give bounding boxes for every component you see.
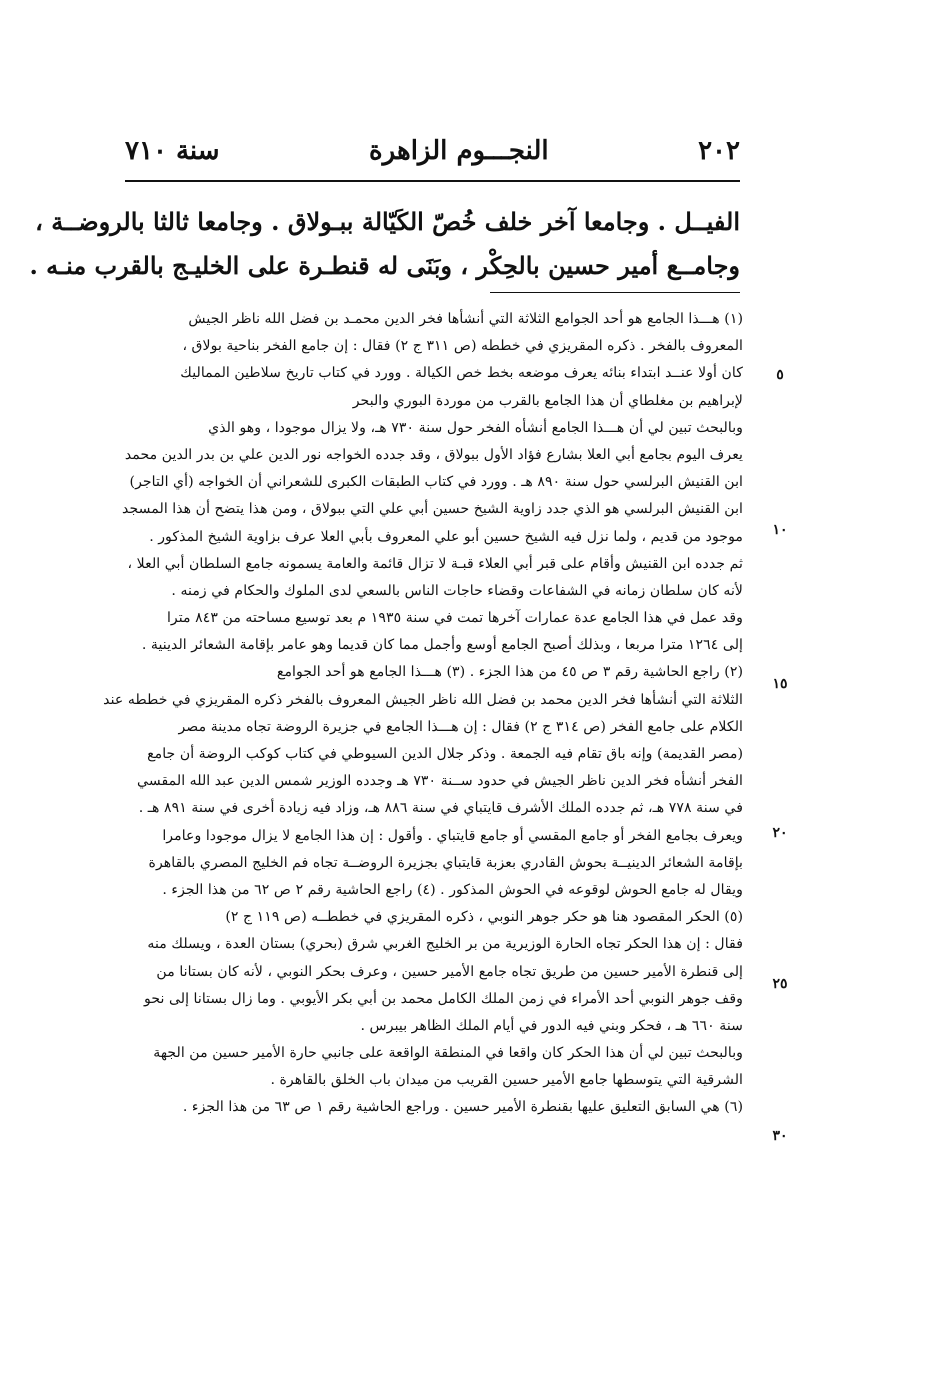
footnote-line: (٢) راجع الحاشية رقم ٣ ص ٤٥ من هذا الجزء . (٣) هـــذا الجامع هو أحد الجوامع (276, 664, 743, 681)
footnote-line: (٥) الحكر المقصود هنا هو حكر جوهر النوبي ، ذكره المقريزي في خططــه (ص ١١٩ ج ٢) (225, 909, 743, 926)
footnote-line: الثلاثة التي أنشأها فخر الدين محمد بن فضل الله ناظر الجيش المعروف بالفخر ذكره المقريزي في خططه عند (103, 691, 743, 708)
main-text-line: وجامــع أمير حسين بالحِكْر ، وبَنَى له قنطـرة على الخليـج بالقرب منـه . (29, 251, 740, 280)
footnote-line: ابن القنيش البرلسي هو الذي جدد زاوية الشيخ حسين أبي علي التي ببولاق ، ومن هذا يتضح أن هذا المسجد (122, 501, 743, 518)
footnote-line: الكلام على جامع الفخر (ص ٣١٤ ج ٢) فقال : إن هـــذا الجامع في جزيرة الروضة تجاه مدينة مصر (178, 718, 743, 735)
page-header (125, 128, 740, 174)
footnote-line: موجود من قديم ، ولما نزل فيه الشيخ حسين أبو علي المعروف بأبي العلا عرف بزاوية الشيخ المذكور . (149, 528, 743, 545)
line-number-20: ٢٠ (772, 825, 788, 841)
footnote-line: سنة ٦٦٠ هـ ، فحكر وبني فيه الدور في أيام الملك الظاهر بيبرس . (360, 1017, 743, 1034)
footnote-line: إلى قنطرة الأمير حسين من طريق تجاه جامع الأمير حسين ، وعرف بحكر النوبي ، لأنه كان بستانا من (156, 963, 743, 980)
footnote-line: في سنة ٧٧٨ هـ، ثم جدده الملك الأشرف قايتباي في سنة ٨٨٦ هـ، وزاد فيه زيادة أخرى في سنة ٨٩١ هـ . (138, 800, 743, 817)
footnote-line: وقد عمل في هذا الجامع عدة عمارات آخرها تمت في سنة ١٩٣٥ م بعد توسيع مساحته من ٨٤٣ مترا (166, 610, 743, 627)
footnote-line: يعرف اليوم بجامع أبي العلا بشارع فؤاد الأول ببولاق ، وقد جدده الخواجه نور الدين علي بن بدر الدين محمد (124, 446, 743, 463)
line-number-5: ٥ (776, 367, 784, 383)
footnote-line: كان أولا عنــد ابتداء بنائه يعرف موضعه بخط خص الكيالة . وورد في كتاب تاريخ سلاطين المماليك (180, 365, 743, 382)
footnote-line: لإبراهيم بن مغلطاي أن هذا الجامع بالقرب من موردة البوري والبحر (352, 392, 743, 409)
footnotes (103, 306, 743, 1122)
line-number-25: ٢٥ (772, 976, 788, 992)
header-rule (125, 180, 740, 182)
footnote-line: (مصر القديمة) وإنه باق تقام فيه الجمعة . وذكر جلال الدين السيوطي في كتاب كوكب الروضة أن جامع (147, 746, 743, 762)
footnote-line: ويعرف بجامع الفخر أو جامع المقسي أو جامع قايتباي . وأقول : إن هذا الجامع لا يزال موجودا وعامرا (162, 827, 743, 844)
footnote-line: المعروف بالفخر . ذكره المقريزي في خططه (ص ٣١١ ج ٢) فقال : إن جامع الفخر بناحية بولاق ، (182, 338, 743, 355)
footnote-separator (490, 292, 740, 293)
footnote-line: إلى ١٢٦٤ مترا مربعا ، وبذلك أصبح الجامع أوسع وأجمل مما كان قديما وهو عامر بإقامة الشعائر الدينية . (141, 637, 743, 654)
footnote-line: بإقامة الشعائر الدينيــة بحوش القادري بعزبة قايتباي بجزيرة الروضــة تجاه فم الخليج المصري بالقاهرة (148, 854, 743, 871)
footnote-line: الشرقية التي يتوسطها جامع الأمير حسين القريب من ميدان باب الخلق بالقاهرة . (270, 1072, 743, 1089)
running-title: النجـــوم الزاهرة (369, 136, 549, 166)
footnote-line: لأنه كان سلطان زمانه في الشفاعات وقضاء حاجات الناس بالسعي لدى الملوك والحكام في زمنه . (171, 582, 743, 599)
footnote-line: (٦) هي السابق التعليق عليها بقنطرة الأمير حسين . وراجع الحاشية رقم ١ ص ٦٣ من هذا الجزء . (182, 1099, 743, 1116)
footnote-line: ثم جدده ابن القنيش وأقام على قبر أبي العلاء قبـة لا تزال قائمة والعامة يسمونه جامع السلطان أبي العلا ، (127, 555, 743, 572)
main-text-line: الفيــل . وجامعا آخر خلف خُصّ الكَيّالة ببـولاق . وجامعا ثالثا بالروضــة ، (35, 207, 740, 236)
line-number-15: ١٥ (772, 676, 788, 692)
line-number-10: ١٠ (772, 522, 788, 538)
footnote-line: ويقال له جامع الحوش لوقوعه في الحوش المذكور . (٤) راجع الحاشية رقم ٢ ص ٦٢ من هذا الجزء . (162, 881, 743, 898)
footnote-line: وقف جوهر النوبي أحد الأمراء في زمن الملك الكامل محمد بن أبي بكر الأيوبي . وما زال بستانا إلى نحو (144, 990, 743, 1007)
footnote-line: (١) هـــذا الجامع هو أحد الجوامع الثلاثة التي أنشأها فخر الدين محمـد بن فضل الله ناظر الجيش (188, 311, 743, 327)
footnote-line: وبالبحث تبين لي أن هذا الحكر كان واقعا في المنطقة الواقعة على جانبي حارة الأمير حسين من الجهة (153, 1045, 743, 1062)
year-label: سنة ٧١٠ (125, 136, 220, 166)
footnote-line: الفخر أنشأه فخر الدين ناظر الجيش في حدود ســنة ٧٣٠ هـ وجدده الوزير شمس الدين عبد الله المقسي (137, 773, 743, 790)
footnote-line: وبالبحث تبين لي أن هـــذا الجامع أنشأه الفخر حول سنة ٧٣٠ هـ، ولا يزال موجودا ، وهو الذي (208, 419, 743, 436)
page-number: ٢٠٢ (698, 136, 740, 166)
footnote-line: فقال : إن هذا الحكر تجاه الحارة الوزيرية من بر الخليج الغربي شرق (بحري) بستان العدة ، ويسلك منه (147, 936, 743, 953)
footnote-line: ابن القنيش البرلسي حول سنة ٨٩٠ هـ . وورد في كتاب الطبقات الكبرى للشعراني أن الخواجه (أي التاجر) (129, 474, 743, 491)
main-text (29, 200, 740, 288)
line-number-30: ٣٠ (772, 1128, 788, 1144)
